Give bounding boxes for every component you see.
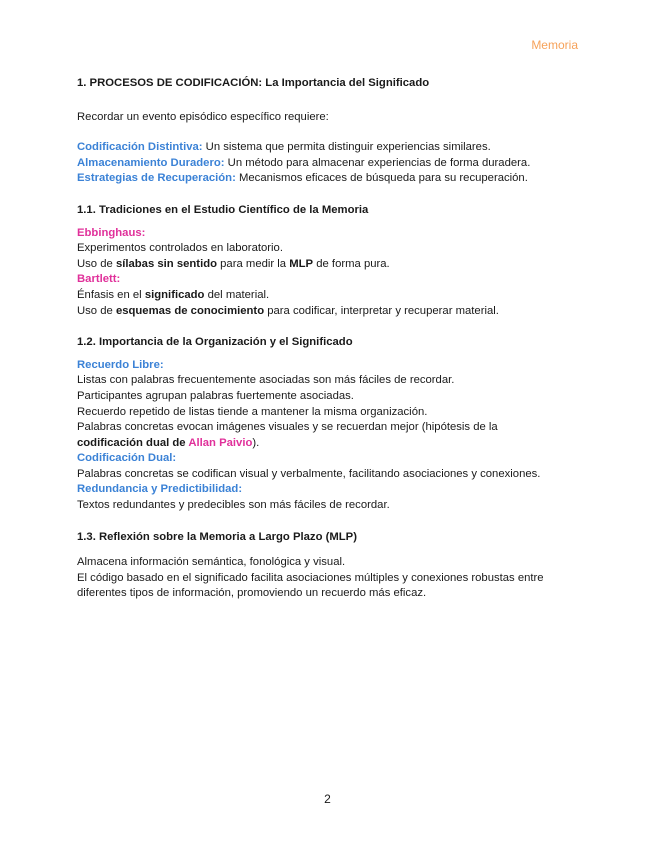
redundancy-line: Textos redundantes y predecibles son más fáciles de recordar.: [77, 499, 390, 512]
bold-term: MLP: [289, 257, 314, 270]
bartlett-label: Bartlett:: [77, 273, 121, 286]
dual-coding-line: Palabras concretas se codifican visual y verbalmente, facilitando asociaciones y conexiones.: [77, 467, 541, 480]
document-body: [77, 76, 582, 602]
free-recall-line: Palabras concretas evocan imágenes visuales y se recuerdan mejor (hipótesis de la: [77, 421, 498, 434]
text-run: Énfasis en el: [77, 288, 145, 301]
free-recall-line: Participantes agrupan palabras fuertemente asociadas.: [77, 389, 354, 402]
ebbinghaus-line-2: [77, 257, 582, 273]
encoding-item-text: Mecanismos eficaces de búsqueda para su recuperación.: [235, 172, 528, 185]
encoding-item-retrieval: [77, 171, 582, 187]
encoding-item-storage: [77, 156, 582, 172]
bold-term: esquemas de conocimiento: [115, 304, 265, 317]
text-run: para codificar, interpretar y recuperar material.: [264, 304, 499, 317]
author-name: Allan Paivio: [188, 436, 253, 449]
encoding-item-text: Un sistema que permita distinguir experiencias similares.: [202, 141, 491, 154]
text-run: Uso de: [77, 304, 116, 317]
section-1-intro: Recordar un evento episódico específico requiere:: [77, 110, 329, 123]
bold-term: sílabas sin sentido: [115, 257, 218, 270]
free-recall-label: Recuerdo Libre:: [77, 358, 164, 371]
ebbinghaus-label: Ebbinghaus:: [77, 226, 146, 239]
bartlett-line-2: [77, 304, 582, 320]
free-recall-line: Listas con palabras frecuentemente asociadas son más fáciles de recordar.: [77, 374, 455, 387]
text-run: Uso de: [77, 257, 116, 270]
text-run: para medir la: [217, 257, 290, 270]
section-1-title: 1. PROCESOS DE CODIFICACIÓN: La Importancia del Significado: [77, 77, 430, 89]
section-1-1-title: 1.1. Tradiciones en el Estudio Científico de la Memoria: [77, 203, 369, 216]
encoding-item-label: Codificación Distintiva:: [77, 141, 203, 154]
section-1-2-title: 1.2. Importancia de la Organización y el Significado: [77, 336, 353, 349]
free-recall-line: Recuerdo repetido de listas tiende a mantener la misma organización.: [77, 405, 428, 418]
encoding-item-label: Almacenamiento Duradero:: [77, 156, 225, 169]
free-recall-line: [77, 436, 582, 452]
ebbinghaus-line-1: Experimentos controlados en laboratorio.: [77, 242, 283, 255]
encoding-item-distinctive: [77, 140, 582, 156]
page-header-title: Memoria: [531, 38, 578, 52]
page-number: 2: [324, 792, 331, 806]
text-run: del material.: [204, 288, 270, 301]
text-run: ).: [252, 436, 260, 449]
bold-term: significado: [144, 288, 205, 301]
bold-term: codificación dual de: [77, 436, 189, 449]
ltm-line: El código basado en el significado facilita asociaciones múltiples y conexiones robustas entre: [77, 571, 544, 584]
encoding-item-text: Un método para almacenar experiencias de forma duradera.: [224, 156, 531, 169]
bartlett-line-1: [77, 288, 582, 304]
ltm-line: diferentes tipos de información, promoviendo un recuerdo más eficaz.: [77, 587, 427, 600]
encoding-item-label: Estrategias de Recuperación:: [77, 172, 236, 185]
ltm-line: Almacena información semántica, fonológica y visual.: [77, 556, 346, 569]
dual-coding-label: Codificación Dual:: [77, 452, 177, 465]
section-1-3-title: 1.3. Reflexión sobre la Memoria a Largo Plazo (MLP): [77, 530, 357, 543]
text-run: de forma pura.: [313, 257, 390, 270]
redundancy-label: Redundancia y Predictibilidad:: [77, 483, 243, 496]
